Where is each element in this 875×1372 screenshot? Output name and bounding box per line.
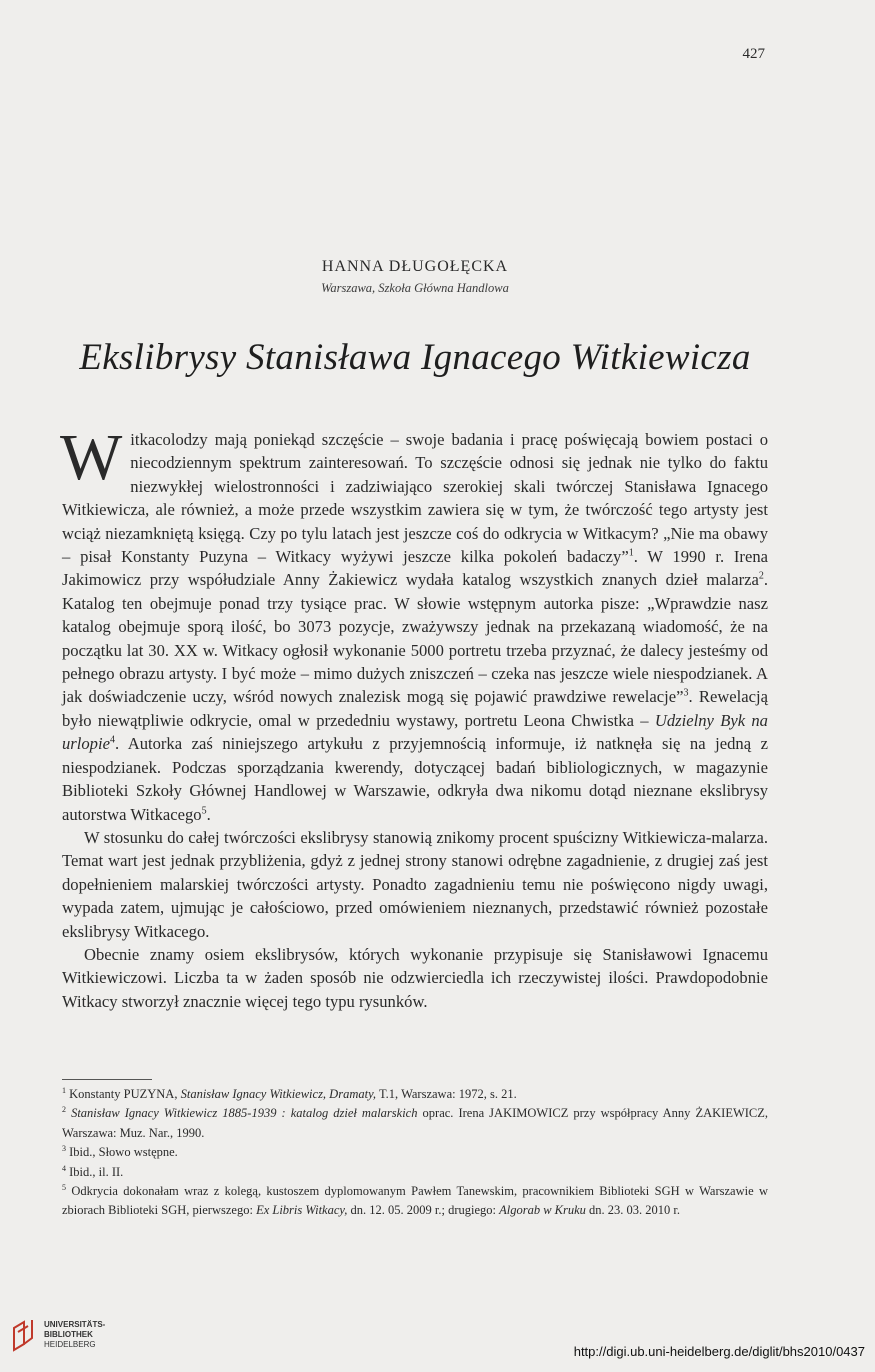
source-url[interactable]: http://digi.ub.uni-heidelberg.de/diglit/bhs2010/0437 bbox=[573, 1344, 865, 1359]
drop-cap: W bbox=[60, 421, 123, 494]
footnote-text: Ibid., il. II. bbox=[69, 1164, 124, 1179]
footnote-italic: Algorab w Kruku bbox=[499, 1203, 586, 1218]
paragraph-text: . Katalog ten obejmuje ponad trzy tysiące prac. W słowie wstępnym autorka pisze: „Wprawdzie nasz katalog obejmuje sporą ilość, bo 3073 pozycje, zważywszy jednak na przekazaną wiadomość, że na początku lat 30. XX w. Witkacy ogłosił wykonanie 5000 portretu trzeba przyznać, że dalecy jesteśmy od pełnego obrazu artysty. I być może – mimo dużych zniszczeń – czeka nas jeszcze wiele niespodzianek. A jak doświadczenie uczy, wśród nowych znalezisk mogą się pojawić prawdziwe rewelacje” bbox=[62, 570, 768, 707]
library-logo-text bbox=[44, 1320, 105, 1350]
paragraph-3: Obecnie znamy osiem ekslibrysów, których wykonanie przypisuje się Stanisławowi Ignacemu Witkiewiczowi. Liczba ta w żaden sposób nie odzwierciedla ich rzeczywistej ilości. Prawdopodobnie Witkacy stworzył znacznie więcej tego typu rysunków. bbox=[62, 944, 768, 1011]
footnote-text: dn. 23. 03. 2010 r. bbox=[585, 1203, 681, 1218]
paragraph-text: . bbox=[206, 804, 211, 824]
library-logo[interactable] bbox=[10, 1316, 150, 1356]
footnote-text: Konstanty PUZYNA, bbox=[69, 1087, 181, 1101]
article-body bbox=[60, 421, 768, 1013]
footnote-divider bbox=[62, 1079, 152, 1080]
footnote-italic: Ex Libris Witkacy, bbox=[256, 1203, 348, 1218]
footnote-ref[interactable]: 2 bbox=[758, 570, 764, 582]
footnote-5 bbox=[62, 1182, 768, 1221]
footnote-ref[interactable]: 3 bbox=[683, 687, 689, 699]
paragraph-text: . Rewelacją było niewątpliwie odkrycie, omal w przededniu wystawy, portretu Leona Chwistka – bbox=[62, 687, 768, 730]
footnote-number: 4 bbox=[62, 1163, 66, 1173]
footnote-italic: Stanisław Ignacy Witkiewicz 1885-1939 : katalog dzieł malarskich bbox=[71, 1106, 418, 1121]
paragraph-1 bbox=[60, 421, 768, 826]
footnote-italic: Stanisław Ignacy Witkiewicz, Dramaty, bbox=[180, 1087, 377, 1101]
article-title: Ekslibrysy Stanisława Ignacego Witkiewicza bbox=[79, 337, 751, 378]
artwork-title: Udzielny Byk na urlopie bbox=[62, 710, 768, 754]
logo-line: HEIDELBERG bbox=[44, 1340, 96, 1349]
footnote-number: 1 bbox=[62, 1085, 66, 1095]
author-affiliation: Warszawa, Szkoła Główna Handlowa bbox=[321, 281, 509, 295]
library-logo-icon bbox=[10, 1318, 36, 1352]
paragraph-2: W stosunku do całej twórczości ekslibrysy stanowią znikomy procent spuścizny Witkiewicza-malarza. Temat wart jest jednak przybliżenia, gdyż z jednej strony stanowi odrębne zagadnienie, z drugiej zaś jest dopełnieniem malarskiej twórczości artysty. Ponadto zagadnieniu temu nie poświęcono nigdy uwagi, wypada zatem, ujmując je całościowo, przed omówieniem nieznanych, przedstawić również pozostałe ekslibrysy Witkacego. bbox=[62, 827, 768, 941]
page-number: 427 bbox=[742, 46, 765, 62]
footnote-text: oprac. Irena JAKIMOWICZ przy współpracy Anny ŻAKIEWICZ, Warszawa: Muz. Nar., 1990. bbox=[62, 1106, 769, 1140]
footnote-3 bbox=[62, 1143, 768, 1162]
footnote-text: Ibid., Słowo wstępne. bbox=[69, 1145, 178, 1160]
footnote-1 bbox=[62, 1085, 768, 1104]
footnote-text: Odkrycia dokonałam wraz z kolegą, kustoszem dyplomowanym Pawłem Tanewskim, pracownikiem Biblioteki SGH w Warszawie w zbiorach Biblioteki SGH, pierwszego: bbox=[62, 1184, 769, 1218]
footnote-ref[interactable]: 5 bbox=[201, 804, 207, 816]
paragraph-text: . W 1990 r. Irena Jakimowicz przy współudziale Anny Żakiewicz wydała katalog wszystkich znanych dzieł malarza bbox=[62, 547, 768, 590]
footnote-ref[interactable]: 1 bbox=[628, 547, 634, 559]
paragraph-text: itkacolodzy mają poniekąd szczęście – swoje badania i pracę poświęcają bowiem postaci o niecodziennym spektrum zainteresowań. To szczęście odnosi się jednak nie tylko do faktu niezwykłej wielostronności i zadziwiająco szerokiej skali twórczej Stanisława Ignacego Witkiewicza, ale również, a może przede wszystkim zawiera się w tym, że twórczość tego artysty jest wciąż niezamkniętą księgą. Czy po tylu latach jest jeszcze coś do odkrycia w Witkacym? „Nie ma obawy – pisał Konstanty Puzyna – Witkacy wyżywi jeszcze kilka pokoleń badaczy” bbox=[62, 430, 768, 567]
footnote-ref[interactable]: 4 bbox=[109, 734, 115, 746]
footnote-text: dn. 12. 05. 2009 r.; drugiego: bbox=[347, 1203, 500, 1218]
paragraph-text: . Autorka zaś niniejszego artykułu z przyjemnością informuje, iż natknęła się na jedną z niespodzianek. Podczas sporządzania kwerendy, dotyczącej badań bibliologicznych, w magazynie Biblioteki Szkoły Głównej Handlowej w Warszawie, odkryła dwa nikomu dotąd nieznane ekslibrysy autorstwa Witkacego bbox=[62, 734, 768, 824]
footnotes bbox=[62, 1085, 768, 1221]
logo-line: BIBLIOTHEK bbox=[44, 1330, 93, 1339]
footnote-4 bbox=[62, 1163, 768, 1182]
footnote-number: 2 bbox=[62, 1105, 66, 1115]
footnote-number: 3 bbox=[62, 1144, 66, 1154]
author-name: HANNA DŁUGOŁĘCKA bbox=[321, 258, 509, 275]
footnote-number: 5 bbox=[62, 1182, 66, 1192]
footnote-text: T.1, Warszawa: 1972, s. 21. bbox=[376, 1087, 517, 1101]
footnote-2 bbox=[62, 1104, 768, 1143]
logo-line: UNIVERSITÄTS- bbox=[44, 1320, 106, 1329]
